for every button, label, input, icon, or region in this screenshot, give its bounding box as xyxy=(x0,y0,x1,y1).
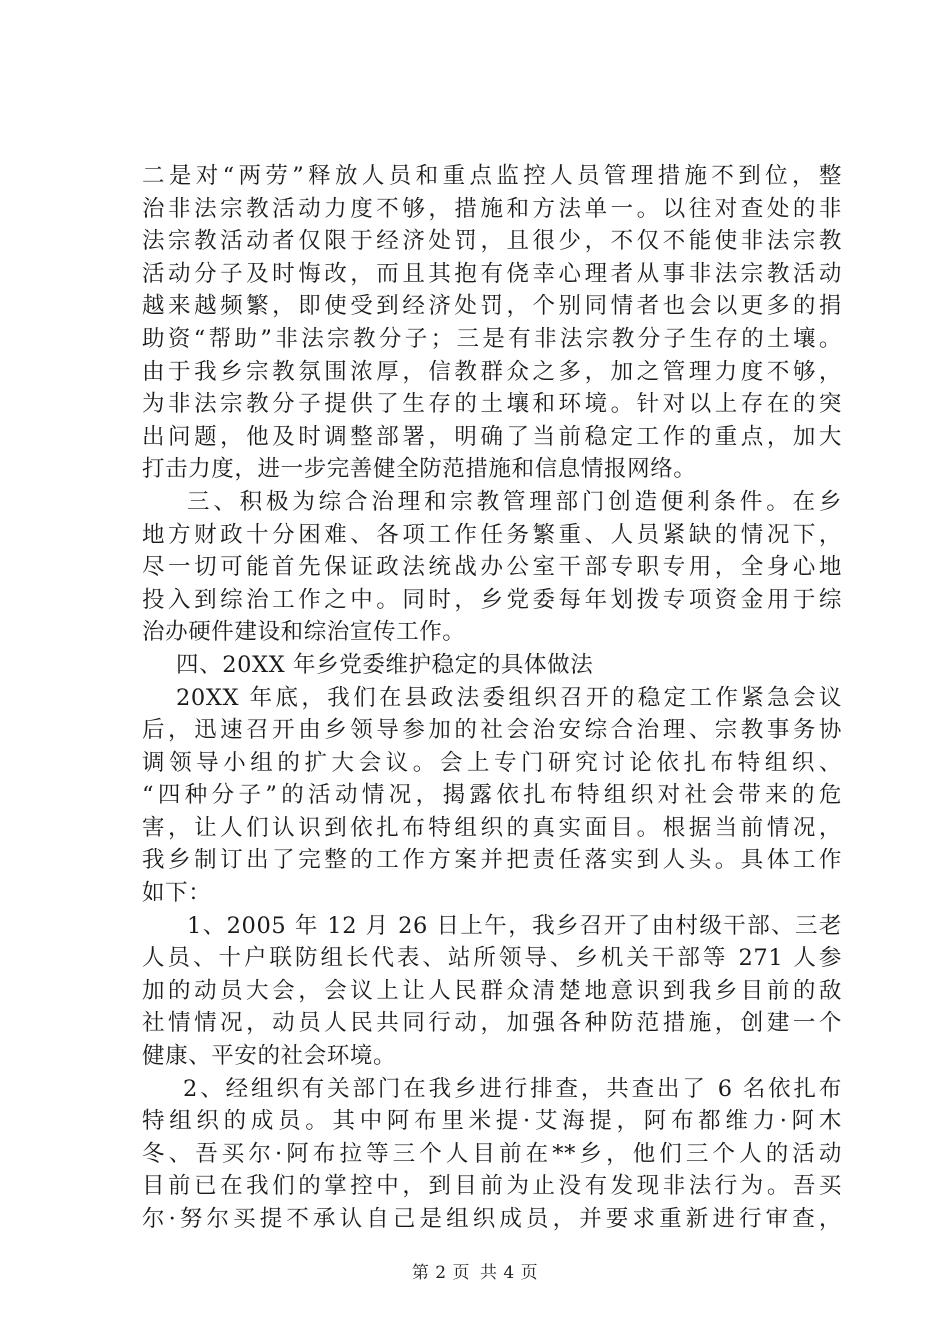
section-heading-4: 四、20XX 年乡党委维护稳定的具体做法 xyxy=(176,651,594,678)
document-body xyxy=(142,160,842,1236)
text-line: 加的动员大会，会议上让人民群众清楚地意识到我乡目前的敌 xyxy=(142,977,842,1004)
text-line: 我乡制订出了完整的工作方案并把责任落实到人头。具体工作 xyxy=(142,847,842,874)
text-line: 地方财政十分困难、各项工作任务繁重、人员紧缺的情况下， xyxy=(142,521,842,548)
text-line: 社情情况，动员人民共同行动，加强各种防范措施，创建一个 xyxy=(142,1010,842,1037)
page-footer xyxy=(0,1258,950,1283)
text-line: 治办硬件建设和综治宣传工作。 xyxy=(142,619,466,646)
text-line: 活动分子及时悔改，而且其抱有侥幸心理者从事非法宗教活动 xyxy=(142,260,842,287)
text-line: 投入到综治工作之中。同时，乡党委每年划拨专项资金用于综 xyxy=(142,586,842,613)
text-line: 尔·努尔买提不承认自己是组织成员，并要求重新进行审查， xyxy=(142,1206,842,1232)
text-line: 为非法宗教分子提供了生存的土壤和环境。针对以上存在的突 xyxy=(142,391,842,418)
text-line: 害，让人们认识到依扎布特组织的真实面目。根据当前情况， xyxy=(142,814,842,841)
text-line: 人员、十户联防组长代表、站所领导、乡机关干部等 271 人参 xyxy=(142,945,842,972)
text-line: 打击力度，进一步完善健全防范措施和信息情报网络。 xyxy=(142,456,697,483)
text-line: 出问题，他及时调整部署，明确了当前稳定工作的重点，加大 xyxy=(142,423,842,450)
text-line: 助资“帮助”非法宗教分子；三是有非法宗教分子生存的土壤。 xyxy=(142,325,842,352)
text-line: 后，迅速召开由乡领导参加的社会治安综合治理、宗教事务协 xyxy=(142,717,842,744)
page-number: 第 2 页 xyxy=(411,1263,470,1283)
text-line: 越来越频繁，即使受到经济处罚，个别同情者也会以更多的捐 xyxy=(142,293,842,320)
list-item-2: 2、经组织有关部门在我乡进行排查，共查出了 6 名依扎布 xyxy=(183,1075,842,1102)
text-line: 特组织的成员。其中阿布里米提·艾海提，阿布都维力·阿木 xyxy=(142,1108,842,1135)
text-line: 如下： xyxy=(142,880,212,907)
section-heading-3: 三、积极为综合治理和宗教管理部门创造便利条件。在乡 xyxy=(187,488,842,515)
text-line: 法宗教活动者仅限于经济处罚，且很少，不仅不能使非法宗教 xyxy=(142,228,842,255)
text-line: 健康、平安的社会环境。 xyxy=(142,1043,397,1070)
page-total: 共 4 页 xyxy=(480,1263,539,1283)
text-line: 调领导小组的扩大会议。会上专门研究讨论依扎布特组织、 xyxy=(142,749,842,776)
text-line: 目前已在我们的掌控中，到目前为止没有发现非法行为。吾买 xyxy=(142,1173,842,1200)
text-line: 尽一切可能首先保证政法统战办公室干部专职专用，全身心地 xyxy=(142,554,842,581)
text-line: 冬、吾买尔·阿布拉等三个人目前在**乡，他们三个人的活动 xyxy=(142,1140,842,1167)
list-item-1: 1、2005 年 12 月 26 日上午，我乡召开了由村级干部、三老 xyxy=(187,912,842,939)
text-line: 二是对“两劳”释放人员和重点监控人员管理措施不到位，整 xyxy=(142,163,842,189)
text-line: “四种分子”的活动情况，揭露依扎布特组织对社会带来的危 xyxy=(142,782,842,809)
text-line: 由于我乡宗教氛围浓厚，信教群众之多，加之管理力度不够， xyxy=(142,358,842,385)
text-line: 治非法宗教活动力度不够，措施和方法单一。以往对查处的非 xyxy=(142,195,842,222)
text-line: 20XX 年底，我们在县政法委组织召开的稳定工作紧急会议 xyxy=(176,684,842,711)
